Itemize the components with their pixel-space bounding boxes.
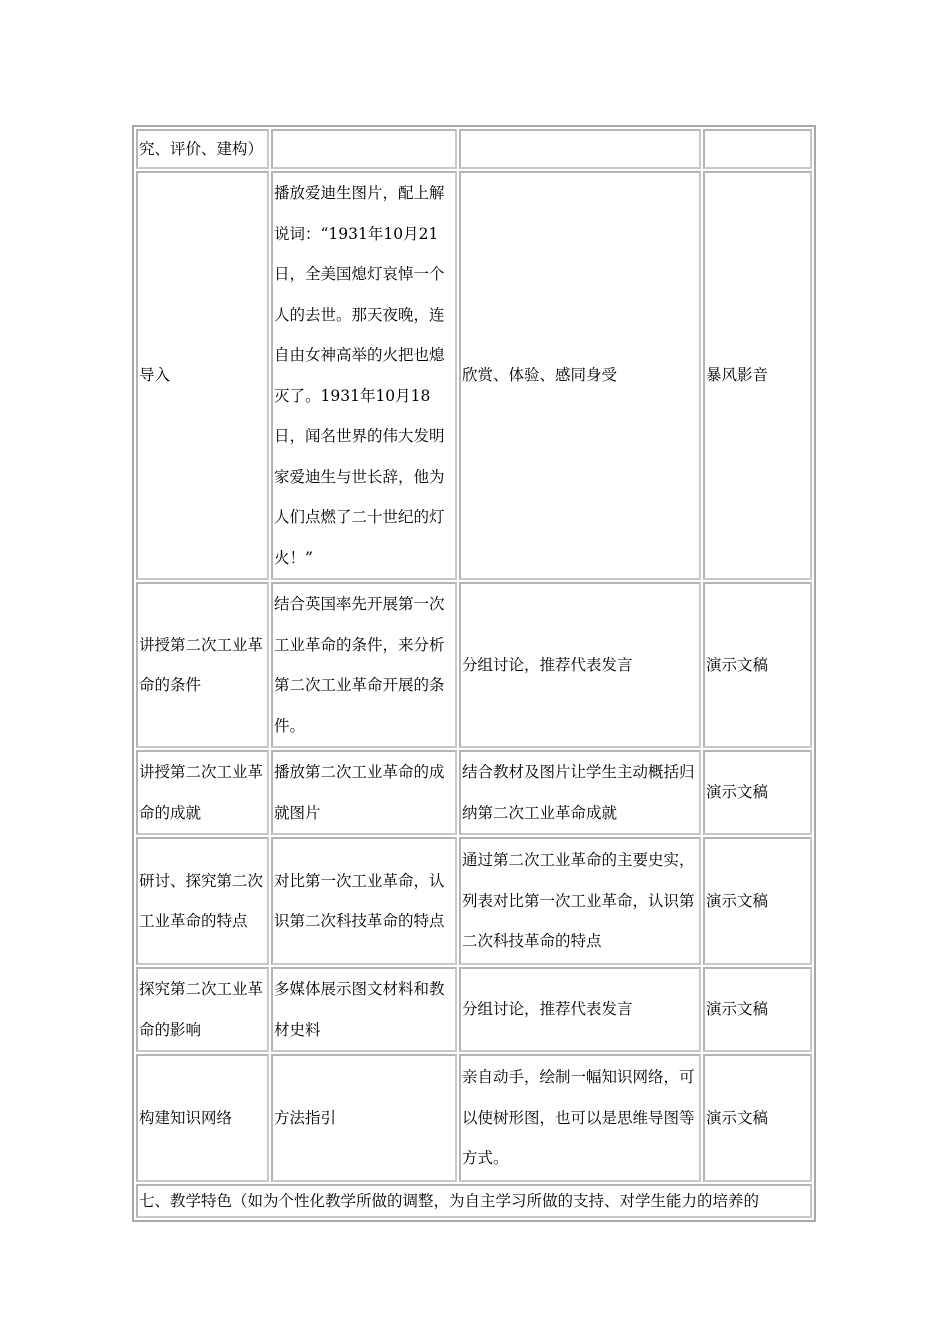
stage-cell: 构建知识网络 — [136, 1054, 269, 1182]
table-row — [136, 837, 812, 965]
teacher-activity-cell: 对比第一次工业革命，认识第二次科技革命的特点 — [271, 837, 457, 965]
teacher-activity-cell: 结合英国率先开展第一次工业革命的条件，来分析第二次工业革命开展的条件。 — [271, 582, 457, 748]
media-cell: 演示文稿 — [703, 967, 812, 1052]
student-activity-cell: 结合教材及图片让学生主动概括归纳第二次工业革命成就 — [459, 750, 701, 835]
teacher-activity-cell: 播放爱迪生图片，配上解说词：“1931年10月21日，全美国熄灯哀悼一个人的去世。那天夜晚，连自由女神高举的火把也熄灭了。1931年10月18日，闻名世界的伟大发明家爱迪生与世长辞，他为人们点燃了二十世纪的灯火！” — [271, 171, 457, 580]
stage-cell: 讲授第二次工业革命的条件 — [136, 582, 269, 748]
teaching-process-table — [132, 125, 816, 1222]
media-cell: 演示文稿 — [703, 750, 812, 835]
student-activity-cell: 欣赏、体验、感同身受 — [459, 171, 701, 580]
stage-cell: 研讨、探究第二次工业革命的特点 — [136, 837, 269, 965]
table-row — [136, 1054, 812, 1182]
student-activity-cell: 通过第二次工业革命的主要史实，列表对比第一次工业革命，认识第二次科技革命的特点 — [459, 837, 701, 965]
stage-cell: 导入 — [136, 171, 269, 580]
table-row — [136, 750, 812, 835]
header-fragment-cell: 究、评价、建构） — [136, 129, 269, 169]
stage-cell: 探究第二次工业革命的影响 — [136, 967, 269, 1052]
table-row — [136, 967, 812, 1052]
media-cell: 暴风影音 — [703, 171, 812, 580]
media-cell: 演示文稿 — [703, 1054, 812, 1182]
media-cell: 演示文稿 — [703, 582, 812, 748]
empty-cell — [703, 129, 812, 169]
stage-cell: 讲授第二次工业革命的成就 — [136, 750, 269, 835]
student-activity-cell: 分组讨论，推荐代表发言 — [459, 582, 701, 748]
table-row — [136, 582, 812, 748]
teacher-activity-cell: 播放第二次工业革命的成就图片 — [271, 750, 457, 835]
empty-cell — [271, 129, 457, 169]
teacher-activity-cell: 多媒体展示图文材料和教材史料 — [271, 967, 457, 1052]
media-cell: 演示文稿 — [703, 837, 812, 965]
section-heading-cell: 七、教学特色（如为个性化教学所做的调整，为自主学习所做的支持、对学生能力的培养的 — [136, 1184, 812, 1218]
table-row — [136, 1184, 812, 1218]
student-activity-cell: 分组讨论，推荐代表发言 — [459, 967, 701, 1052]
teacher-activity-cell: 方法指引 — [271, 1054, 457, 1182]
table-row — [136, 171, 812, 580]
student-activity-cell: 亲自动手，绘制一幅知识网络，可以使树形图，也可以是思维导图等方式。 — [459, 1054, 701, 1182]
empty-cell — [459, 129, 701, 169]
table-row — [136, 129, 812, 169]
